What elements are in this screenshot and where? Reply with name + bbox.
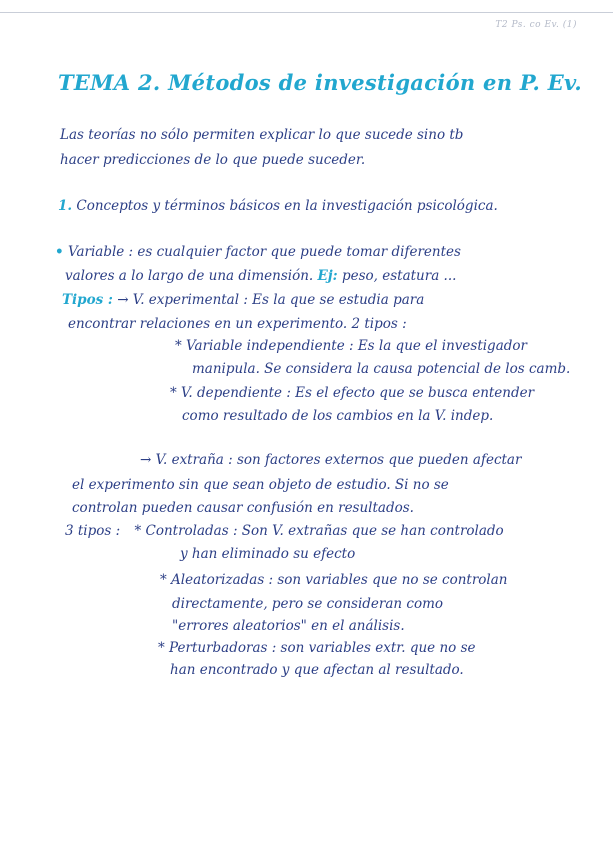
independiente-line-2: manipula. Se considera la causa potencial de los camb. <box>192 361 571 377</box>
tipos-label: Tipos : <box>62 292 113 308</box>
dependiente-line-1: * V. dependiente : Es el efecto que se busca entender <box>170 385 535 401</box>
controladas-line-1: * Controladas : Son V. extrañas que se han controlado <box>134 523 504 539</box>
section-1-text: Conceptos y términos básicos en la investigación psicológica. <box>76 198 498 214</box>
aleatorizadas-line-3: "errores aleatorios" en el análisis. <box>172 618 405 634</box>
extrana-line-1: → V. extraña : son factores externos que pueden afectar <box>140 452 522 468</box>
perturbadoras-line-2: han encontrado y que afectan al resultado. <box>170 662 464 678</box>
variable-definition: Variable : es cualquier factor que puede tomar diferentes <box>67 244 461 260</box>
section-1-number: 1. <box>58 198 73 214</box>
aleatorizadas-line-1: * Aleatorizadas : son variables que no se controlan <box>160 572 508 588</box>
tres-tipos-label: 3 tipos : <box>65 523 121 539</box>
extrana-line-2: el experimento sin que sean objeto de estudio. Si no se <box>72 477 449 493</box>
variable-line-4: encontrar relaciones en un experimento. 2 tipos : <box>68 316 407 332</box>
controladas-line-2: y han eliminado su efecto <box>180 546 356 562</box>
corner-note: T2 Ps. co Ev. (1) <box>495 20 577 30</box>
extrana-line-3: controlan pueden causar confusión en resultados. <box>72 500 414 516</box>
intro-line-2: hacer predicciones de lo que puede suceder. <box>60 152 366 168</box>
variable-line-2-text: valores a lo largo de una dimensión. <box>65 268 318 284</box>
example-text: peso, estatura ... <box>337 268 457 284</box>
tres-tipos-row <box>65 523 504 539</box>
perturbadoras-line-1: * Perturbadoras : son variables extr. que no se <box>158 640 476 656</box>
variable-line-2 <box>65 268 456 284</box>
independiente-line-1: * Variable independiente : Es la que el investigador <box>175 338 527 354</box>
aleatorizadas-line-2: directamente, pero se consideran como <box>172 596 443 612</box>
bullet-icon: • <box>55 244 64 260</box>
dependiente-line-2: como resultado de los cambios en la V. indep. <box>182 408 494 424</box>
page-top-edge <box>0 12 613 13</box>
example-label: Ej: <box>317 268 338 284</box>
page-title: TEMA 2. Métodos de investigación en P. Ev. <box>58 70 583 95</box>
intro-line-1: Las teorías no sólo permiten explicar lo que sucede sino tb <box>60 127 464 143</box>
section-1-heading <box>58 198 498 214</box>
v-experimental-text: → V. experimental : Es la que se estudia para <box>112 292 425 308</box>
variable-line-1 <box>55 244 461 260</box>
variable-line-3 <box>62 292 424 308</box>
